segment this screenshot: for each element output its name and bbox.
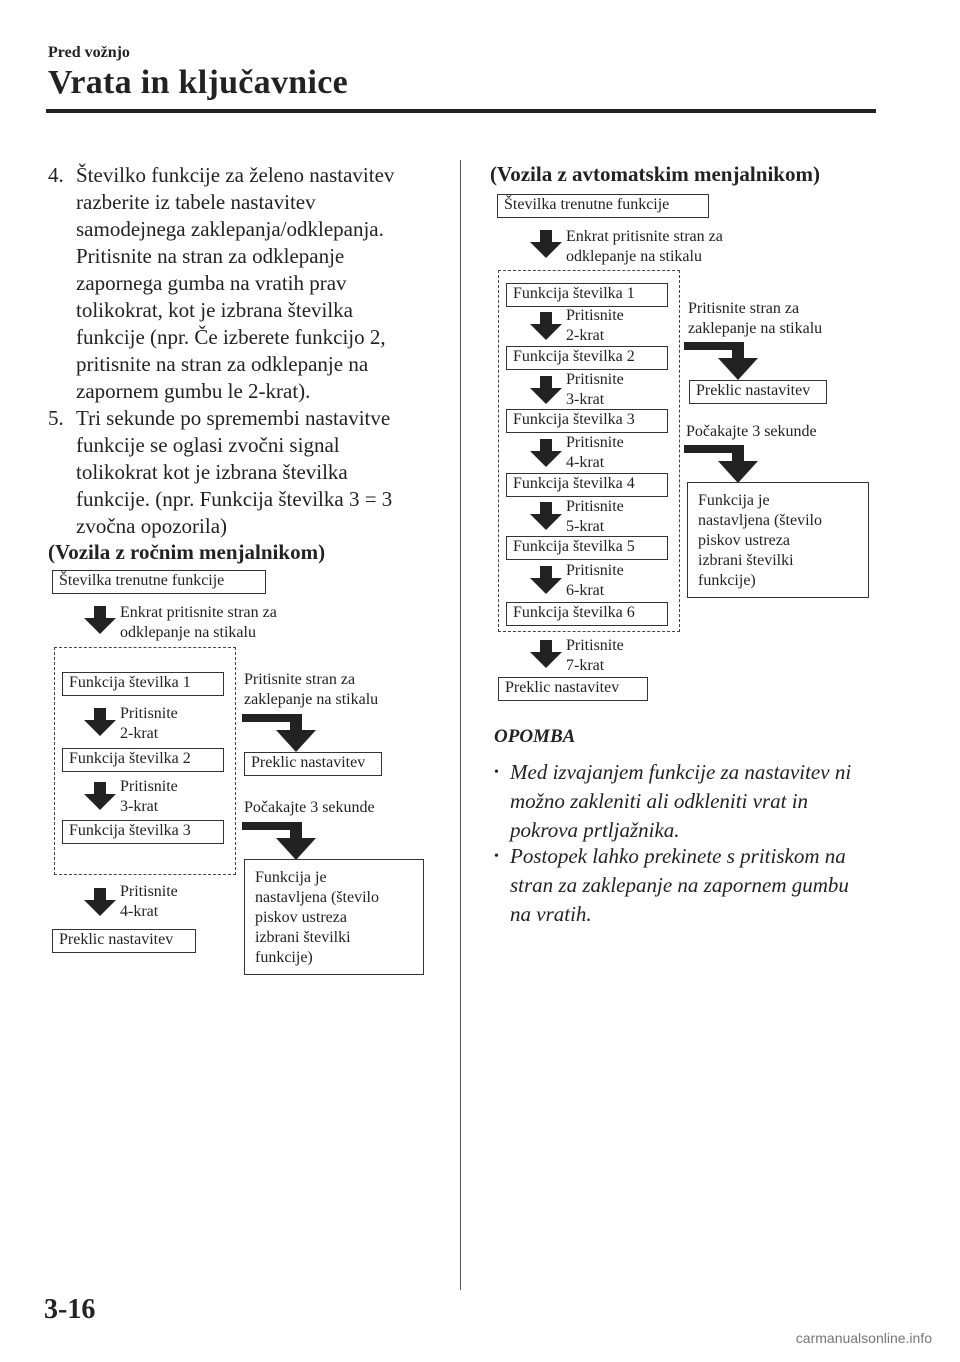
automatic-press-6 — [566, 561, 624, 601]
label-line: 2-krat — [566, 327, 605, 344]
bent-arrow-icon — [684, 340, 774, 382]
automatic-cancel-box: Preklic nastavitev — [498, 677, 648, 701]
label-line: Funkcija je — [255, 869, 327, 886]
manual-press-once — [120, 603, 277, 643]
down-arrow-icon — [530, 376, 562, 404]
label-line: 6-krat — [566, 582, 605, 599]
step-line: pritisnite na stran za odklepanje na — [76, 352, 369, 376]
label-line: Enkrat pritisnite stran za — [120, 604, 277, 621]
automatic-press-5 — [566, 497, 624, 537]
step-line: Pritisnite na stran za odklepanje — [76, 244, 345, 268]
manual-press-4 — [120, 882, 178, 922]
label-line: 2-krat — [120, 725, 159, 742]
bent-arrow-icon — [242, 712, 332, 754]
label-line: Pritisnite stran za — [244, 671, 356, 688]
note-line: možno zakleniti ali odkleniti vrat in — [510, 789, 809, 813]
label-line: odklepanje na stikalu — [120, 624, 256, 641]
note-line: Postopek lahko prekinete s pritiskom na — [510, 844, 846, 868]
down-arrow-icon — [530, 502, 562, 530]
label-line: odklepanje na stikalu — [566, 248, 702, 265]
step-number: 4. — [48, 163, 64, 187]
automatic-function-1: Funkcija številka 1 — [506, 283, 668, 307]
step-number: 5. — [48, 406, 64, 430]
label-line: Pritisnite — [566, 562, 624, 579]
bullet-icon: • — [494, 765, 499, 780]
label-line: 7-krat — [566, 657, 605, 674]
automatic-function-5: Funkcija številka 5 — [506, 536, 668, 560]
automatic-cancel-right-box: Preklic nastavitev — [689, 380, 827, 404]
label-line: nastavljena (število — [255, 889, 379, 906]
manual-press-lock — [244, 670, 378, 710]
label-line: zaklepanje na stikalu — [244, 691, 379, 708]
manual-current-box: Številka trenutne funkcije — [52, 570, 266, 594]
note-line: na vratih. — [510, 902, 592, 926]
step-line: zapornega gumba na vratih prav — [76, 271, 347, 295]
label-line: izbrani številki — [698, 552, 794, 569]
manual-cancel-right-box: Preklic nastavitev — [244, 752, 382, 776]
down-arrow-icon — [84, 708, 116, 736]
automatic-press-2 — [566, 306, 624, 346]
label-line: Pritisnite — [120, 883, 178, 900]
label-line: nastavljena (število — [698, 512, 822, 529]
bent-arrow-icon — [684, 443, 774, 485]
manual-press-2 — [120, 704, 178, 744]
automatic-press-4 — [566, 433, 624, 473]
label-line: Pritisnite — [566, 637, 624, 654]
manual-press-3 — [120, 777, 178, 817]
label-line: 5-krat — [566, 518, 605, 535]
label-line: funkcije) — [698, 572, 756, 589]
label-line: Pritisnite — [566, 371, 624, 388]
automatic-function-6: Funkcija številka 6 — [506, 602, 668, 626]
label-line: Pritisnite — [120, 778, 178, 795]
section-label: Pred vožnjo — [48, 44, 130, 61]
automatic-current-box: Številka trenutne funkcije — [497, 194, 709, 218]
label-line: 4-krat — [120, 903, 159, 920]
automatic-function-2: Funkcija številka 2 — [506, 346, 668, 370]
step-line: zvočna opozorila) — [76, 514, 228, 538]
automatic-heading: (Vozila z avtomatskim menjalnikom) — [490, 162, 820, 186]
bent-arrow-icon — [242, 820, 332, 862]
manual-wait: Počakajte 3 sekunde — [244, 799, 375, 816]
label-line: Pritisnite — [566, 307, 624, 324]
step-line: tolikokrat, kot je izbrana številka — [76, 298, 353, 322]
manual-function-1: Funkcija številka 1 — [62, 672, 224, 696]
page-number: 3-16 — [44, 1294, 96, 1325]
step-line: Številko funkcije za želeno nastavitev — [76, 163, 395, 187]
automatic-function-3: Funkcija številka 3 — [506, 409, 668, 433]
label-line: Funkcija je — [698, 492, 770, 509]
automatic-press-lock — [688, 299, 822, 339]
label-line: Pritisnite — [120, 705, 178, 722]
step-line: funkcije. (npr. Funkcija številka 3 = 3 — [76, 487, 393, 511]
label-line: 3-krat — [120, 798, 159, 815]
label-line: Enkrat pritisnite stran za — [566, 228, 723, 245]
label-line: izbrani številki — [255, 929, 351, 946]
down-arrow-icon — [84, 782, 116, 810]
label-line: piskov ustreza — [698, 532, 790, 549]
label-line: Pritisnite — [566, 498, 624, 515]
down-arrow-icon — [530, 312, 562, 340]
step-line: razberite iz tabele nastavitev — [76, 190, 316, 214]
note-title: OPOMBA — [494, 726, 576, 747]
step-line: funkcije se oglasi zvočni signal — [76, 433, 340, 457]
label-line: Pritisnite — [566, 434, 624, 451]
label-line: funkcije) — [255, 949, 313, 966]
column-divider — [460, 160, 461, 1290]
label-line: zaklepanje na stikalu — [688, 320, 823, 337]
manual-result-box — [244, 859, 424, 975]
label-line: piskov ustreza — [255, 909, 347, 926]
step-line: funkcije (npr. Če izberete funkcijo 2, — [76, 325, 386, 349]
automatic-result-box — [687, 482, 869, 598]
down-arrow-icon — [84, 888, 116, 916]
page-title: Vrata in ključavnice — [48, 64, 349, 101]
manual-heading: (Vozila z ročnim menjalnikom) — [48, 540, 326, 564]
step-line: tolikokrat kot je izbrana številka — [76, 460, 348, 484]
automatic-press-7 — [566, 636, 624, 676]
label-line: 3-krat — [566, 391, 605, 408]
automatic-wait: Počakajte 3 sekunde — [686, 423, 817, 440]
step-line: Tri sekunde po spremembi nastavitve — [76, 406, 391, 430]
step-line: zapornem gumbu le 2-krat). — [76, 379, 311, 403]
manual-function-3: Funkcija številka 3 — [62, 820, 224, 844]
label-line: Pritisnite stran za — [688, 300, 800, 317]
manual-function-2: Funkcija številka 2 — [62, 748, 224, 772]
down-arrow-icon — [530, 439, 562, 467]
automatic-press-3 — [566, 370, 624, 410]
automatic-press-once — [566, 227, 723, 267]
down-arrow-icon — [530, 566, 562, 594]
down-arrow-icon — [530, 230, 562, 258]
label-line: 4-krat — [566, 454, 605, 471]
note-line: pokrova prtljažnika. — [510, 818, 680, 842]
note-line: Med izvajanjem funkcije za nastavitev ni — [510, 760, 852, 784]
down-arrow-icon — [84, 606, 116, 634]
step-line: samodejnega zaklepanja/odklepanja. — [76, 217, 384, 241]
automatic-function-4: Funkcija številka 4 — [506, 473, 668, 497]
down-arrow-icon — [530, 640, 562, 668]
watermark-text: carmanualsonline.info — [795, 1330, 932, 1346]
note-line: stran za zaklepanje na zapornem gumbu — [510, 873, 849, 897]
header-rule — [46, 109, 876, 113]
bullet-icon: • — [494, 849, 499, 864]
manual-cancel-box: Preklic nastavitev — [52, 929, 196, 953]
